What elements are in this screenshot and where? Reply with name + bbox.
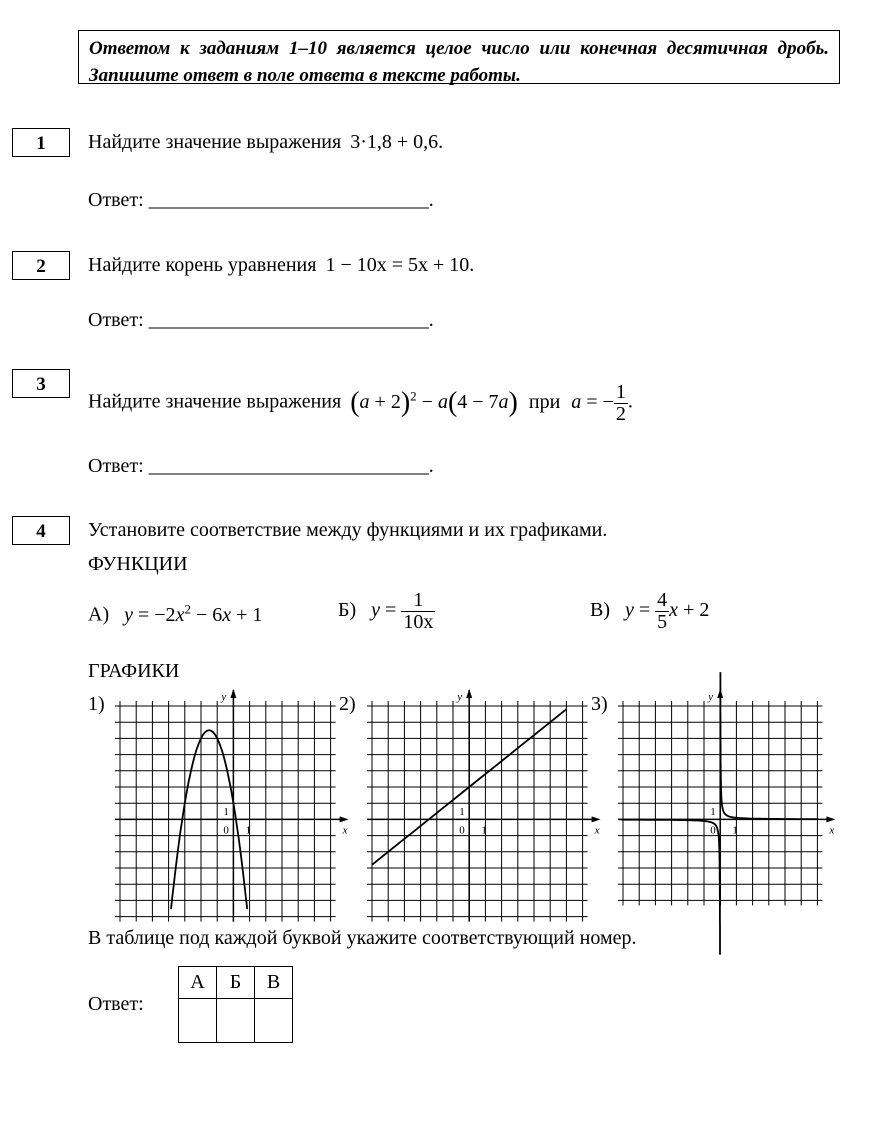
answer-cell-c[interactable] [255, 999, 293, 1043]
y-arrow-icon [230, 689, 236, 698]
function-b-formula: y = $\frac{1}{10x}$ [371, 589, 434, 633]
instruction-box [78, 30, 840, 84]
answer-cell-a[interactable] [179, 999, 217, 1043]
task-2-text [88, 254, 474, 277]
function-curve [720, 672, 818, 819]
task-1-answer [88, 189, 434, 212]
task-1-text [88, 131, 443, 154]
x-arrow-icon [826, 816, 835, 822]
function-c [590, 590, 709, 633]
task-3-value: a = − $\frac{1}{2}$ [571, 380, 626, 425]
task-3-prompt: Найдите значение выражения [88, 390, 342, 413]
task-3-condition: при [528, 390, 561, 413]
y-axis-label: y [221, 691, 227, 703]
function-b [338, 590, 435, 633]
task-3-answer [88, 455, 434, 478]
function-c-formula: y = $\frac{4}{5}$ x + 2 [625, 589, 710, 633]
task-2-tail: . [469, 254, 475, 276]
task-1-prompt: Найдите значение выражения [88, 131, 342, 153]
task-number-4: 4 [12, 516, 70, 545]
graph-3-hyperbola [613, 688, 838, 913]
answer-cell-b[interactable] [217, 999, 255, 1043]
function-b-numerator: 1 [401, 590, 435, 612]
task-number-3: 3 [12, 369, 70, 398]
answer-field[interactable]: ____________________________. [148, 455, 434, 477]
answer-label: Ответ: [88, 455, 144, 477]
task-4-answer-label: Ответ: [88, 993, 144, 1015]
task-2-prompt: Найдите корень уравнения [88, 254, 317, 276]
x-tick-one: 1 [481, 824, 487, 837]
task-4-prompt: Установите соответствие между функциями и их графиками. [88, 519, 608, 541]
task-1-expression: 3·1,8 + 0,6 [350, 131, 439, 153]
task-number-1: 1 [12, 128, 70, 157]
x-axis-label: x [594, 824, 600, 837]
function-c-numerator: 4 [657, 589, 668, 611]
function-c-denominator: 5 [657, 611, 668, 633]
y-tick-one: 1 [459, 806, 465, 819]
function-b-denominator: 10x [403, 611, 434, 633]
functions-title: ФУНКЦИИ [88, 553, 188, 575]
origin-label: 0 [710, 824, 716, 837]
function-c-label: В) [590, 599, 610, 622]
y-axis-label: y [457, 691, 463, 703]
function-a-label: А) [88, 603, 110, 626]
fraction-numerator: 1 [615, 380, 626, 403]
task-2-expression: 1 − 10x = 5x + 10 [325, 254, 470, 276]
answer-field[interactable]: ____________________________. [148, 189, 434, 211]
answer-table [178, 966, 293, 1043]
table-instruction: В таблице под каждой буквой укажите соответствующий номер. [88, 927, 637, 949]
task-3-text [88, 372, 633, 427]
y-axis-label: y [708, 691, 714, 703]
y-tick-one: 1 [710, 806, 716, 819]
graph-1-parabola [110, 688, 348, 913]
task-number-2: 2 [12, 251, 70, 280]
function-a-formula: $y = -2x^2 - 6x + 1$ [124, 601, 263, 626]
task-1-tail: . [438, 131, 444, 153]
y-tick-one: 1 [223, 806, 229, 819]
table-header-b: Б [217, 967, 255, 999]
function-b-label: Б) [338, 599, 357, 622]
answer-label: Ответ: [88, 309, 144, 331]
answer-label: Ответ: [88, 189, 144, 211]
graphs-title: ГРАФИКИ [88, 660, 180, 682]
graph-2-label: 2) [339, 693, 356, 715]
answer-field[interactable]: ____________________________. [148, 309, 434, 331]
x-tick-one: 1 [245, 824, 252, 837]
table-header-c: В [255, 967, 293, 999]
task-3-expression: $(a + 2)^2 - a(4 - 7a)$ [350, 386, 518, 418]
instruction-text: Ответом к заданиям 1–10 является целое число или конечная десятичная дробь. Запишите ответ в поле ответа в тексте работы. [89, 38, 829, 86]
function-a [88, 601, 262, 627]
fraction-denominator: 2 [615, 402, 626, 425]
x-arrow-icon [340, 816, 349, 822]
x-tick-one: 1 [732, 824, 738, 837]
table-header-a: А [179, 967, 217, 999]
task-2-answer [88, 309, 434, 332]
x-axis-label: x [342, 824, 348, 837]
task-3-tail: . [627, 390, 633, 413]
graph-1-label: 1) [88, 693, 105, 715]
origin-label: 0 [459, 824, 465, 837]
x-arrow-icon [592, 816, 601, 822]
graph-2-line [362, 688, 600, 913]
origin-label: 0 [223, 824, 229, 837]
y-arrow-icon [466, 689, 472, 698]
graph-3-label: 3) [591, 693, 608, 715]
x-axis-label: x [829, 824, 835, 837]
